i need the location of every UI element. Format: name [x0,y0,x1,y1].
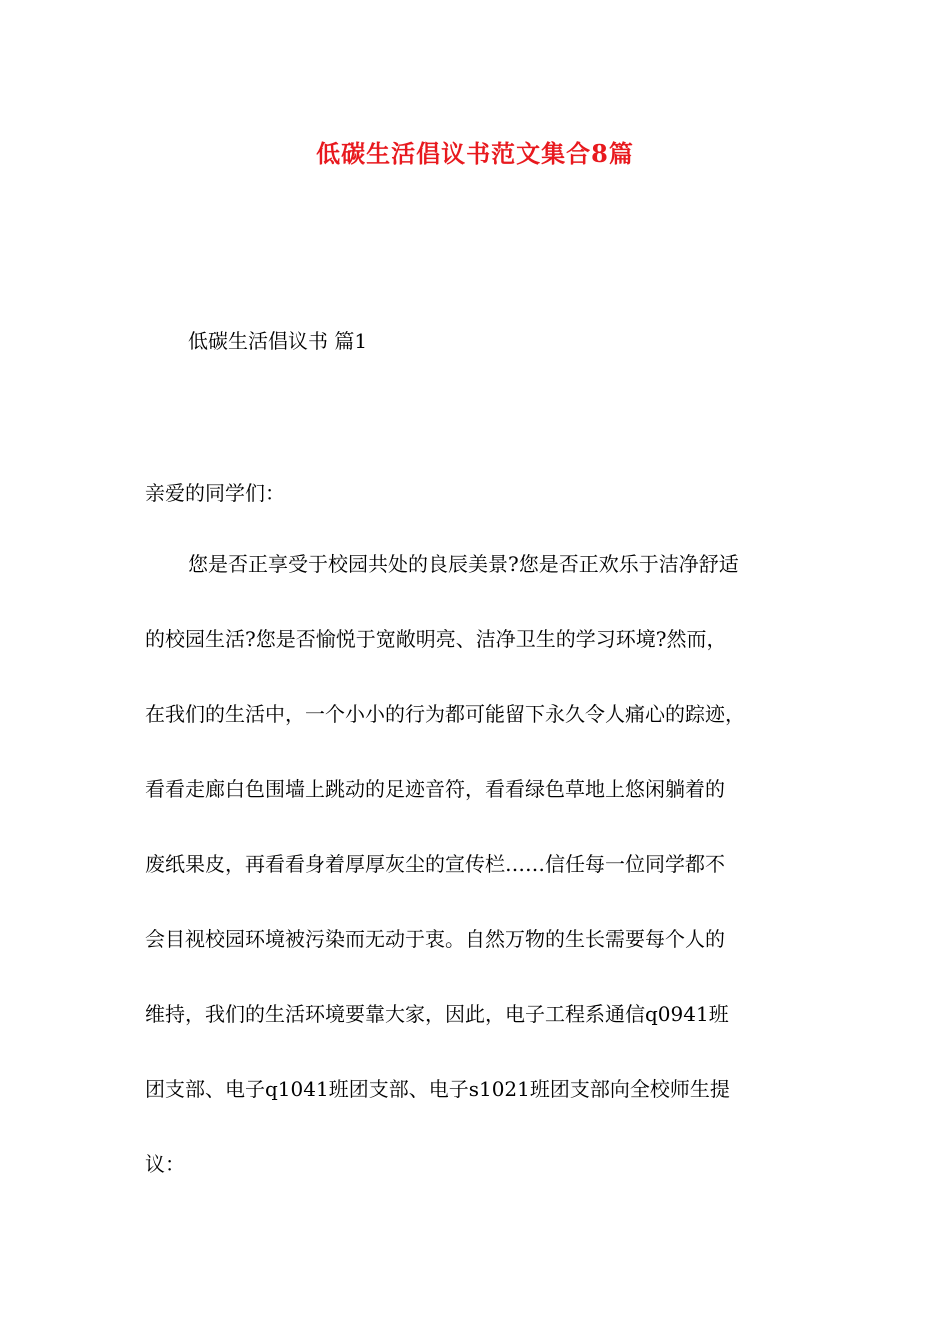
paragraph-line: 在我们的生活中，一个小小的行为都可能留下永久令人痛心的踪迹， [145,702,745,726]
paragraph-line: 您是否正享受于校园共处的良辰美景?您是否正欢乐于洁净舒适 [188,552,739,576]
paragraph-line: 看看走廊白色围墙上跳动的足迹音符，看看绿色草地上悠闲躺着的 [145,777,725,801]
paragraph-line: 的校园生活?您是否愉悦于宽敞明亮、洁净卫生的学习环境?然而， [145,627,727,651]
paragraph-line: 团支部、电子q1041班团支部、电子s1021班团支部向全校师生提 [145,1077,730,1101]
document-title: 低碳生活倡议书范文集合8篇 [316,139,634,168]
greeting: 亲爱的同学们： [145,481,285,505]
paragraph-line: 会目视校园环境被污染而无动于衷。自然万物的生长需要每个人的 [145,927,725,951]
paragraph-line: 议： [145,1152,185,1176]
paragraph-line: 废纸果皮，再看看身着厚厚灰尘的宣传栏……信任每一位同学都不 [145,852,725,876]
paragraph-line: 维持，我们的生活环境要靠大家，因此，电子工程系通信q0941班 [145,1002,729,1026]
section-heading: 低碳生活倡议书 篇1 [188,329,368,353]
